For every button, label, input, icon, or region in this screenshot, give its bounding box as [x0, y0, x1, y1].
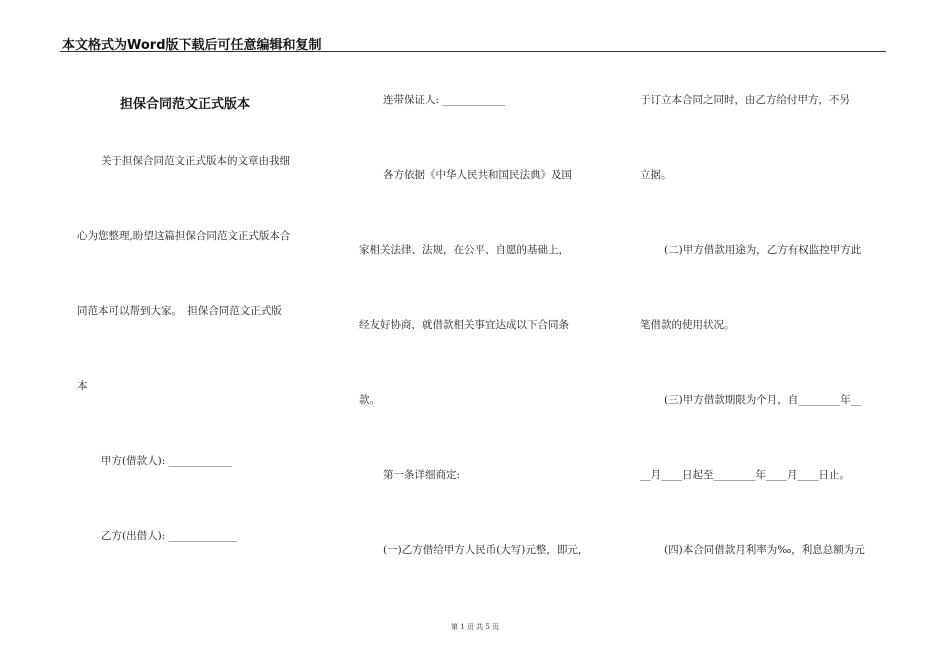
paragraph-line: 本 — [77, 380, 88, 392]
page-number: 第 1 页 共 5 页 — [450, 623, 500, 631]
paragraph-line: 各方依据《中华人民共和国民法典》及国 — [383, 169, 572, 181]
paragraph-line: (四)本合同借款月利率为‰，利息总额为元 — [664, 544, 865, 556]
document-title: 担保合同范文正式版本 — [120, 97, 251, 112]
paragraph-line: (一)乙方借给甲方人民币(大写)元整，即元， — [383, 544, 589, 556]
paragraph-line: 关于担保合同范文正式版本的文章由我细 — [101, 155, 290, 167]
paragraph-line: (三)甲方借款期限为个月，自________年__ — [664, 394, 862, 406]
paragraph-line: 心为您整理,盼望这篇担保合同范文正式版本合 — [77, 230, 291, 242]
paragraph-line: __月____日起至________年____月____日止。 — [640, 469, 850, 481]
header-divider — [60, 51, 886, 52]
paragraph-line: 家相关法律、法规，在公平、自愿的基础上， — [359, 244, 569, 256]
section-heading: 第一条详细商定: — [383, 469, 461, 481]
guarantor-line: 连带保证人: ____________ — [383, 94, 506, 106]
paragraph-line: 于订立本合同之同时，由乙方给付甲方，不另 — [640, 94, 850, 106]
paragraph-line: 经友好协商，就借款相关事宜达成以下合同条 — [359, 319, 569, 331]
paragraph-line: 同范本可以帮到大家。 担保合同范文正式版 — [77, 305, 282, 317]
document-header: 本文格式为Word版下载后可任意编辑和复制 — [62, 38, 322, 53]
paragraph-line: 立据。 — [640, 169, 672, 181]
party-b-line: 乙方(出借人): _____________ — [101, 530, 237, 542]
party-a-line: 甲方(借款人): ____________ — [101, 455, 232, 467]
paragraph-line: 款。 — [359, 394, 380, 406]
paragraph-line: 笔借款的使用状况。 — [640, 319, 735, 331]
paragraph-line: (二)甲方借款用途为，乙方有权监控甲方此 — [664, 244, 862, 256]
